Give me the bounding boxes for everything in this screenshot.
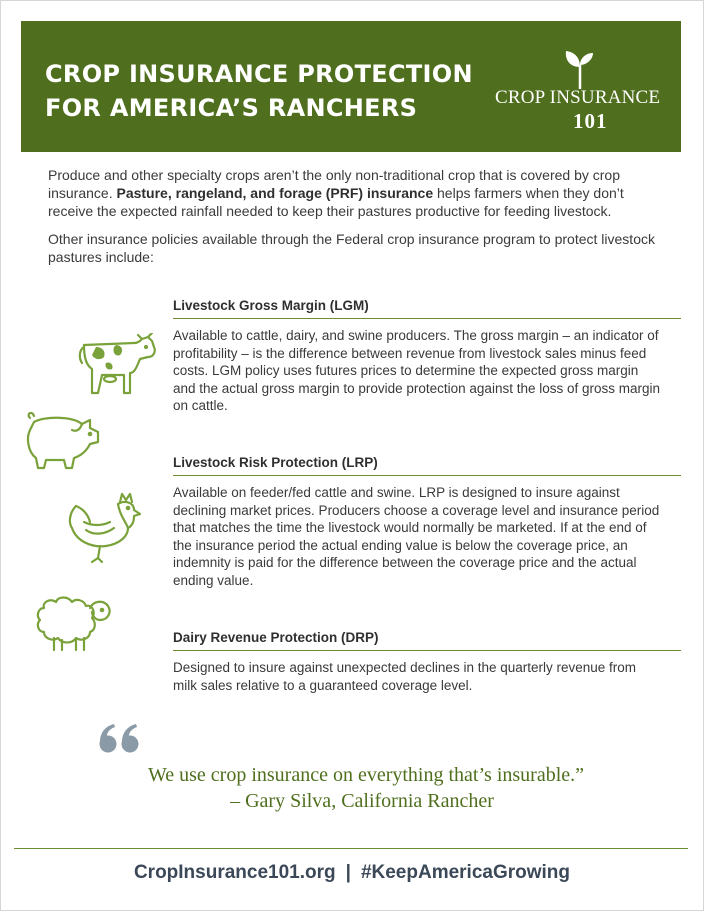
testimonial-quote — [0, 762, 704, 814]
section-heading: Livestock Risk Protection (LRP) — [173, 455, 681, 476]
intro-paragraph-2: Other insurance policies available through the Federal crop insurance program to protect livestock pastures include: — [48, 231, 655, 265]
section-body: Available to cattle, dairy, and swine producers. The gross margin – an indicator of profitability – is the difference between revenue from livestock sales minus feed costs. LGM policy uses futures prices to determine the expected gross margin and the actual gross margin to provide protection against the loss of gross margin on cattle. — [173, 328, 661, 413]
crop-insurance-101-logo — [495, 49, 665, 133]
website-link[interactable]: CropInsurance101.org — [133, 862, 336, 883]
intro-text — [48, 166, 660, 276]
pig-icon — [20, 408, 104, 472]
section-drp — [173, 630, 681, 694]
intro-p1-text: Produce and other specialty crops aren’t the only non-traditional crop that is covered by crop insurance. — [48, 167, 620, 201]
intro-p1-text-2: helps farmers when they don’t receive the expected rainfall needed to keep their pastures productive for feeding livestock. — [48, 185, 624, 219]
section-body: Designed to insure against unexpected declines in the quarterly revenue from milk sales relative to a guaranteed coverage level. — [173, 660, 637, 693]
quote-attribution: – Gary Silva, California Rancher — [230, 790, 494, 812]
cow-icon — [76, 333, 160, 399]
intro-paragraph-1 — [48, 166, 660, 220]
sprout-icon — [563, 49, 597, 89]
logo-wordmark: CROP INSURANCE — [495, 87, 661, 108]
section-lgm — [173, 298, 681, 415]
quote-icon — [98, 724, 142, 754]
logo-number: 101 — [573, 109, 608, 133]
footer-separator: | — [345, 862, 351, 883]
page-title — [45, 57, 473, 125]
quote-text: We use crop insurance on everything that’s insurable.” — [147, 764, 585, 786]
hashtag-link[interactable]: #KeepAmericaGrowing — [360, 862, 571, 883]
footer — [0, 862, 704, 884]
section-body: Available on feeder/fed cattle and swine. LRP is designed to insure against declining market prices. Producers choose a coverage level and insurance period that matches the time the livestock would normally be marketed. If at the end of the insurance period the actual ending value is below the coverage price, an indemnity is paid for the difference between the coverage price and the actual ending value. — [173, 485, 660, 588]
intro-p1-bold: Pasture, rangeland, and forage (PRF) insurance — [116, 185, 434, 201]
title-line-2: FOR AMERICA’S RANCHERS — [45, 94, 418, 122]
section-heading: Livestock Gross Margin (LGM) — [173, 298, 681, 319]
section-lrp — [173, 455, 681, 589]
section-heading: Dairy Revenue Protection (DRP) — [173, 630, 681, 651]
sheep-icon — [34, 588, 114, 654]
header-banner — [21, 21, 681, 152]
chicken-icon — [62, 492, 146, 564]
footer-divider — [14, 848, 688, 849]
title-line-1: CROP INSURANCE PROTECTION — [45, 60, 473, 88]
